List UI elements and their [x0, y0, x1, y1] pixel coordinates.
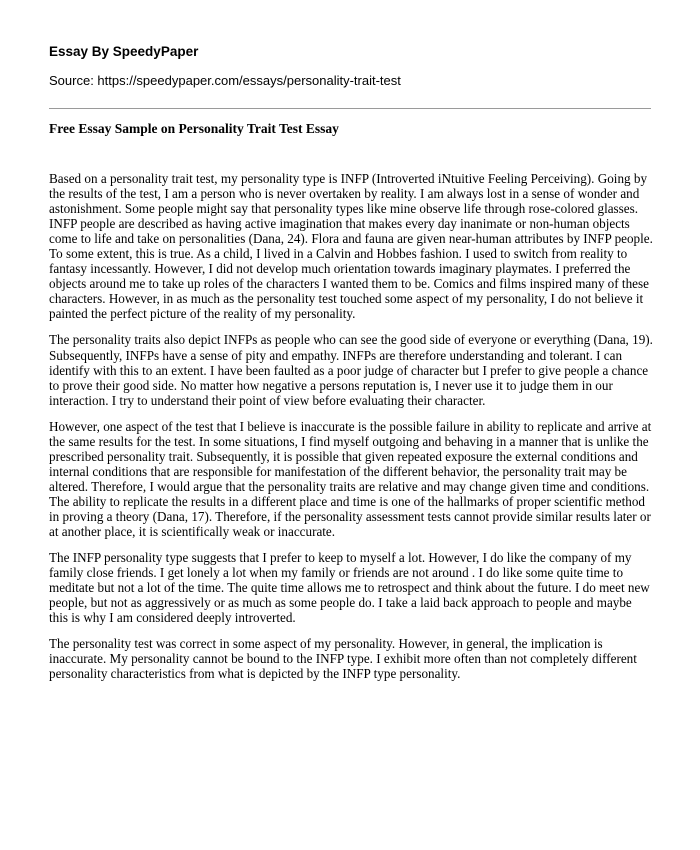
- paragraph: However, one aspect of the test that I believe is inaccurate is the possible failure in ability to replicate and arrive at the same results for the test. In some situations, I find myself outgoing and behaving in a manner that is unlike the prescribed personality trait. Subsequently, it is possible that given repeated exposure the external conditions and internal conditions that are responsible for manifestation of the different behavior, the personality trait may be altered. Therefore, I would argue that the personality traits are relative and may change given time and conditions. The ability to replicate the results in a different place and time is one of the hallmarks of proper scientific method in proving a theory (Dana, 17). Therefore, if the personality assessment tests cannot provide similar results later or at another place, it is scientifically weak or inaccurate.: [49, 418, 652, 540]
- paragraph: The personality test was correct in some aspect of my personality. However, in general, the implication is inaccurate. My personality cannot be bound to the INFP type. I exhibit more often than not completely different personality characteristics from what is depicted by the INFP type personality.: [49, 636, 637, 682]
- header-divider: [49, 108, 651, 109]
- essay-title: Free Essay Sample on Personality Trait Test Essay: [49, 121, 339, 136]
- paragraph: The INFP personality type suggests that I prefer to keep to myself a lot. However, I do like the company of my family close friends. I get lonely a lot when my family or friends are not around . I do like some quite time to meditate but not a lot of the time. The quite time allows me to retrospect and think about the future. I do meet new people, but not as aggressively or as much as some people do. I take a laid back approach to people and maybe this is why I am considered deeply introverted.: [49, 550, 650, 626]
- paragraph: Based on a personality trait test, my personality type is INFP (Introverted iNtuitive Feeling Perceiving). Going by the results of the test, I am a person who is never overtaken by reality. I am always lost in a sense of wonder and astonishment. Some people might say that personality types like mine observe life through rose-colored glasses. INFP people are described as having active imagination that makes every day inanimate or non-human objects come to life and take on personalities (Dana, 24). Flora and fauna are given near-human attributes by INFP people. To some extent, this is true. As a child, I lived in a Calvin and Hobbes fashion. I used to switch from reality to fantasy incessantly. However, I did not develop much orientation towards imaginary playmates. I preferred the objects around me to take up roles of the characters I wanted them to be. Comics and films inspired many of these characters. However, in as much as the personality test touched some aspect of my personality, I do not believe it painted the perfect picture of the reality of my personality.: [49, 171, 653, 322]
- paragraph: The personality traits also depict INFPs as people who can see the good side of everyone or everything (Dana, 19). Subsequently, INFPs have a sense of pity and empathy. INFPs are therefore understanding and tolerant. I can identify with this to an extent. I have been faulted as a poor judge of character but I prefer to give people a chance to prove their good side. No matter how negative a persons reputation is, I never use it to judge them in our interaction. I try to understand their point of view before evaluating their character.: [49, 332, 653, 408]
- essay-author-heading: Essay By SpeedyPaper: [49, 44, 199, 59]
- source-line: Source: https://speedypaper.com/essays/personality-trait-test: [49, 73, 401, 88]
- essay-body: [49, 171, 653, 692]
